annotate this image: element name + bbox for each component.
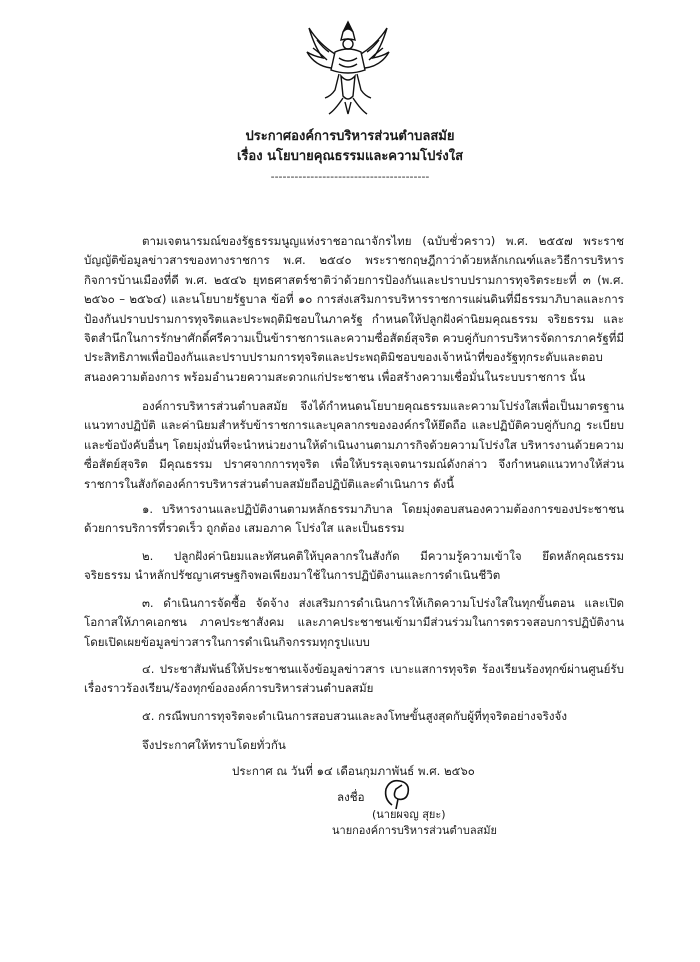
policy-item-text: ๕. กรณีพบการทุจริตจะดำเนินการสอบสวนและลงโทษขั้นสูงสุดกับผู้ที่ทุจริตอย่างจริงจัง [142, 709, 567, 723]
garuda-emblem-icon [305, 18, 391, 118]
paragraph-preamble [84, 232, 624, 387]
policy-item-text: ๑. บริหารงานและปฏิบัติงานตามหลักธรรมาภิบาล โดยมุ่งตอบสนองความต้องการของประชาชนด้วยการบริการที่รวดเร็ว ถูกต้อง เสมอภาค โปร่งใส และเป็นธรรม [84, 502, 624, 536]
signature-label: ลงชื่อ [337, 790, 365, 804]
header-divider: ---------------------------------------- [270, 170, 430, 183]
policy-item [84, 500, 624, 539]
signer-name: (นายผจญ สุยะ) [372, 808, 446, 821]
paragraph-policy-text: องค์การบริหารส่วนตำบลสมัย จึงได้กำหนดนโยบายคุณธรรมและความโปร่งใสเพื่อเป็นมาตรฐาน แนวทางปฏิบัติ และค่านิยมสำหรับข้าราชการและบุคลากรขององค์กรให้ยึดถือ และปฏิบัติควบคู่กับกฎ ระเบียบ และข้อบังคับอื่นๆ โดยมุ่งมั่นที่จะนำหน่วยงานให้ดำเนินงานตามภารกิจด้วยความโปร่งใส บริหารงานด้วยความซื่อสัตย์สุจริต มีคุณธรรม ปราศจากการทุจริต เพื่อให้บรรลุเจตนารมณ์ดังกล่าว จึงกำหนดแนวทางให้ส่วนราชการในสังกัดองค์การบริหารส่วนตำบลสมัยถือปฏิบัติและดำเนินการ ดังนี้ [84, 399, 624, 491]
policy-item [84, 660, 624, 699]
policy-item-text: ๔. ประชาสัมพันธ์ให้ประชาชนแจ้งข้อมูลข่าวสาร เบาะแสการทุจริต ร้องเรียนร้องทุกข์ผ่านศูนย์รับเรื่องราวร้องเรียน/ร้องทุกข์ององค์การบริหารส่วนตำบลสมัย [84, 662, 624, 696]
paragraph-preamble-text: ตามเจตนารมณ์ของรัฐธรรมนูญแห่งราชอาณาจักรไทย (ฉบับชั่วคราว) พ.ศ. ๒๕๕๗ พระราชบัญญัติข้อมูลข่าวสารของทางราชการ พ.ศ. ๒๕๔๐ พระราชกฤษฎีกาว่าด้วยหลักเกณฑ์และวิธีการบริหารกิจการบ้านเมืองที่ดี พ.ศ. ๒๕๔๖ ยุทธศาสตร์ชาติว่าด้วยการป้องกันและปราบปรามการทุจริตระยะที่ ๓ (พ.ศ. ๒๕๖๐ – ๒๕๖๔) และนโยบายรัฐบาล ข้อที่ ๑๐ การส่งเสริมการบริหารราชการแผ่นดินที่มีธรรมาภิบาลและการป้องกันปราบปรามการทุจริตและประพฤติมิชอบในภาครัฐ กำหนดให้ปลูกฝังค่านิยมคุณธรรม จริยธรรม และจิตสำนึกในการรักษาศักดิ์ศรีความเป็นข้าราชการและความซื่อสัตย์สุจริต ควบคู่กับการบริหารจัดการภาครัฐที่มีประสิทธิภาพเพื่อป้องกันและปราบปรามการทุจริตและประพฤติมิชอบของเจ้าหน้าที่ของรัฐทุกระดับและตอบสนองความต้องการ พร้อมอำนวยความสะดวกแก่ประชาชน เพื่อสร้างความเชื่อมั่นในระบบราชการ นั้น [84, 234, 624, 384]
document-title: ประกาศองค์การบริหารส่วนตำบลสมัย [245, 129, 455, 144]
policy-item [84, 594, 624, 652]
document-subject: เรื่อง นโยบายคุณธรรมและความโปร่งใส [236, 149, 464, 164]
document-header [0, 128, 700, 184]
signer-position: นายกองค์การบริหารส่วนตำบลสมัย [332, 824, 497, 837]
policy-item-text: ๒. ปลูกฝังค่านิยมและทัศนคติให้บุคลากรในสังกัด มีความรู้ความเข้าใจ ยึดหลักคุณธรรม จริยธรรม นำหลักปรัชญาเศรษฐกิจพอเพียงมาใช้ในการปฏิบัติงานและการดำเนินชีวิต [84, 549, 624, 583]
announcement-date: ประกาศ ณ วันที่ ๑๔ เดือนกุมภาพันธ์ พ.ศ. ๒๕๖๐ [232, 764, 475, 778]
policy-item-text: ๓. ดำเนินการจัดซื้อ จัดจ้าง ส่งเสริมการดำเนินการให้เกิดความโปร่งใสในทุกขั้นตอน และเปิดโอกาสให้ภาคเอกชน ภาคประชาสังคม และภาคประชาชนเข้ามามีส่วนร่วมในการตรวจสอบการปฏิบัติงาน โดยเปิดเผยข้อมูลข่าวสารในการดำเนินกิจกรรมทุกรูปแบบ [84, 596, 624, 649]
policy-item [84, 707, 624, 726]
paragraph-policy [84, 397, 624, 494]
policy-item [84, 547, 624, 586]
closing-statement: จึงประกาศให้ทราบโดยทั่วกัน [142, 738, 286, 752]
